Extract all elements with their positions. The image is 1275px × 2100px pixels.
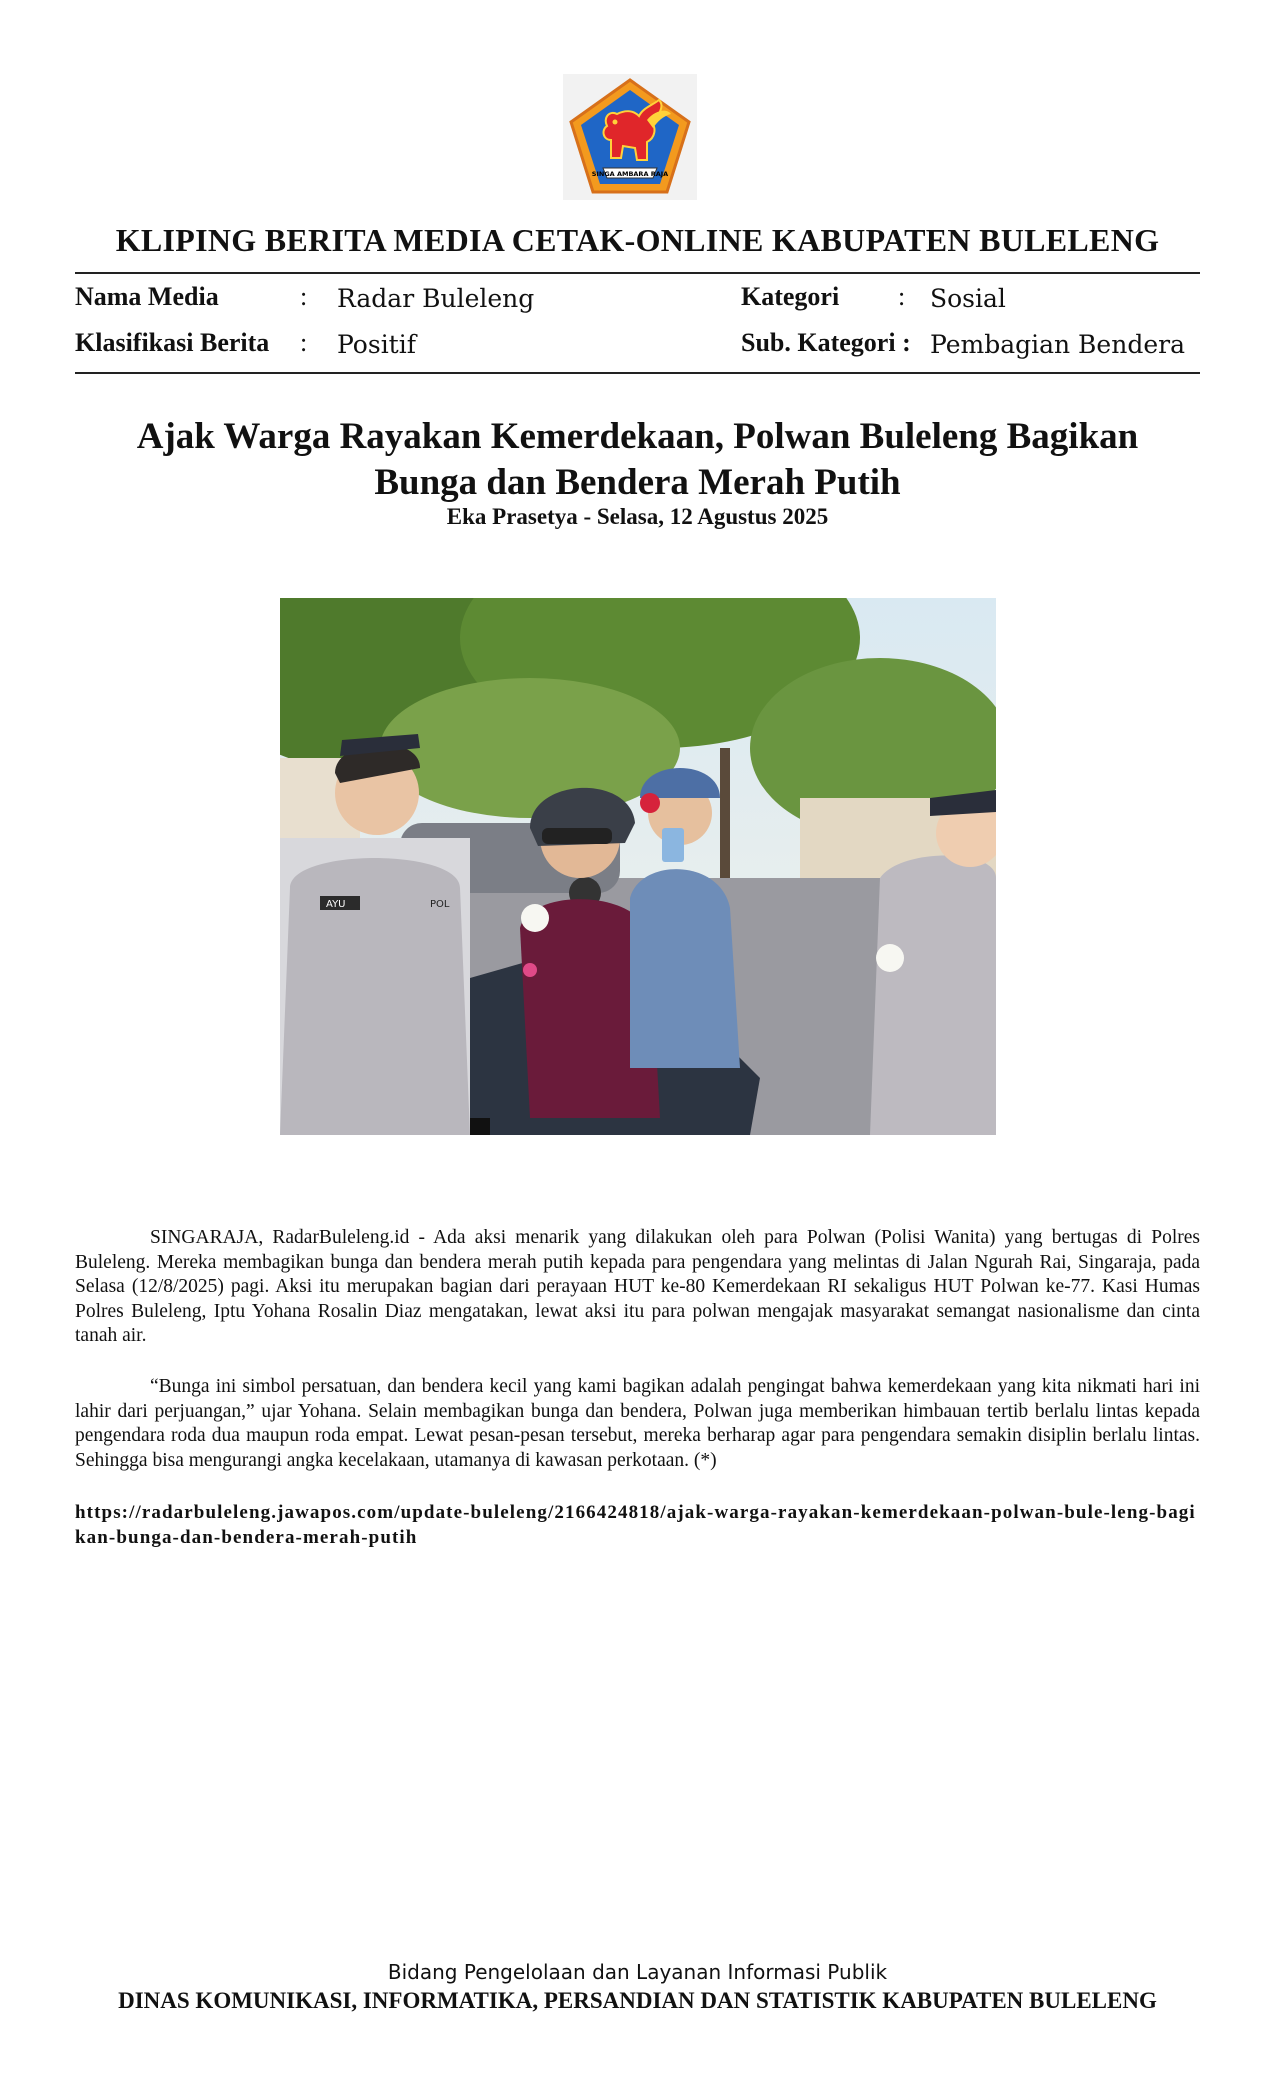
regency-logo-icon bbox=[563, 74, 697, 200]
classification-value: Positif bbox=[337, 330, 416, 359]
article-photo bbox=[280, 598, 996, 1135]
media-name-value: Radar Buleleng bbox=[337, 284, 535, 313]
document-title: KLIPING BERITA MEDIA CETAK-ONLINE KABUPATEN BULELENG bbox=[115, 222, 1160, 258]
article-byline: Eka Prasetya - Selasa, 12 Agustus 2025 bbox=[446, 504, 829, 529]
classification-label: Klasifikasi Berita bbox=[75, 328, 270, 357]
category-value: Sosial bbox=[930, 284, 1006, 313]
media-name-label: Nama Media bbox=[75, 282, 219, 311]
bottom-divider bbox=[75, 372, 1200, 374]
category-colon: : bbox=[898, 282, 906, 311]
footer-agency: DINAS KOMUNIKASI, INFORMATIKA, PERSANDIAN DAN STATISTIK KABUPATEN BULELENG bbox=[118, 1988, 1157, 2013]
source-link[interactable]: https://radarbuleleng.jawapos.com/update-buleleng/2166424818/ajak-warga-rayakan-kemerdekaan-polwan-bule-leng-bagikan-bunga-dan-bendera-merah-putih bbox=[75, 1502, 1196, 1548]
subcategory-label: Sub. Kategori : bbox=[741, 328, 911, 357]
logo-motto-text: SINGA AMBARA RAJA bbox=[591, 170, 669, 178]
subcategory-value: Pembagian Bendera bbox=[930, 330, 1185, 359]
headline-line-2: Bunga dan Bendera Merah Putih bbox=[374, 462, 901, 503]
photo-nametag-left: AYU bbox=[326, 899, 346, 910]
headline-line-1: Ajak Warga Rayakan Kemerdekaan, Polwan Buleleng Bagikan bbox=[136, 416, 1139, 457]
article-headline bbox=[100, 414, 1175, 506]
article-paragraph-2: “Bunga ini simbol persatuan, dan bendera kecil yang kami bagikan adalah pengingat bahwa kemerdekaan yang kita nikmati hari ini lahir dari perjuangan,” ujar Yohana. Selain membagikan bunga dan bendera, Polwan juga memberikan himbauan tertib berlalu lintas kepada pengendara roda dua maupun roda empat. Lewat pesan-pesan tersebut, mereka berharap agar para pengendara semakin disiplin berlalu lintas. Sehingga bisa mengurangi angka kecelakaan, utamanya di kawasan perkotaan. (*) bbox=[75, 1376, 1200, 1471]
top-divider bbox=[75, 272, 1200, 274]
category-label: Kategori bbox=[741, 282, 840, 311]
media-name-colon: : bbox=[300, 282, 308, 311]
photo-nametag-right: POL bbox=[430, 899, 450, 910]
article-paragraph-1: SINGARAJA, RadarBuleleng.id - Ada aksi menarik yang dilakukan oleh para Polwan (Polisi Wanita) yang bertugas di Polres Buleleng. Mereka membagikan bunga dan bendera merah putih kepada para pengendara yang melintas di Jalan Ngurah Rai, Singaraja, pada Selasa (12/8/2025) pagi. Aksi itu merupakan bagian dari perayaan HUT ke-80 Kemerdekaan RI sekaligus HUT Polwan ke-77. Kasi Humas Polres Buleleng, Iptu Yohana Rosalin Diaz mengatakan, lewat aksi itu para polwan mengajak masyarakat semangat nasionalisme dan cinta tanah air. bbox=[75, 1227, 1200, 1346]
classification-colon: : bbox=[300, 328, 308, 357]
footer-unit: Bidang Pengelolaan dan Layanan Informasi Publik bbox=[387, 1960, 888, 1984]
